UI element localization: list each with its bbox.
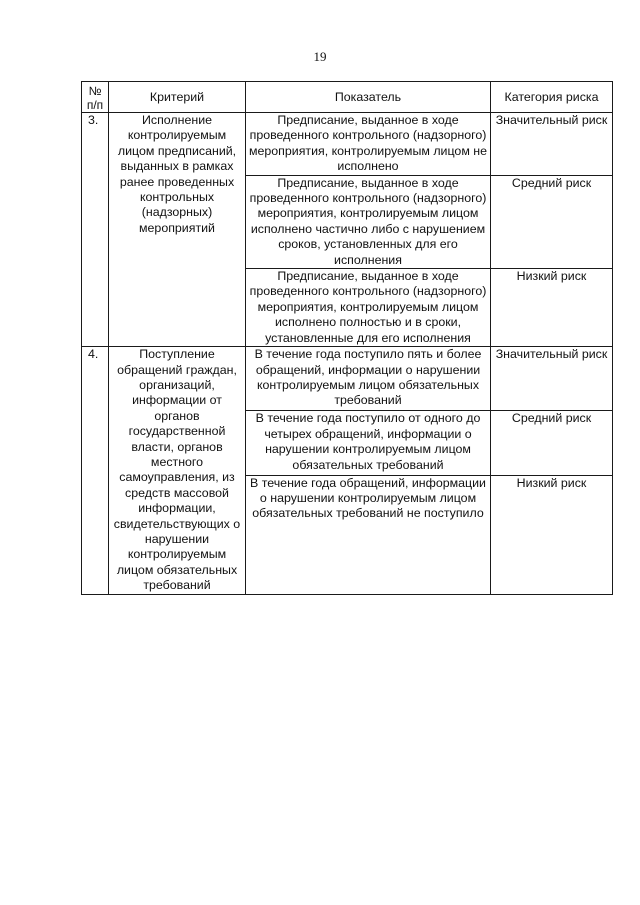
table-row (82, 347, 613, 411)
table-row (82, 113, 613, 176)
header-num: № п/п (82, 82, 109, 113)
header-category: Категория риска (491, 82, 613, 113)
risk-criteria-table (81, 81, 613, 595)
risk-category-cell: Значительный риск (491, 113, 613, 176)
risk-category-cell: Значительный риск (491, 347, 613, 411)
risk-category-cell: Низкий риск (491, 269, 613, 347)
risk-category-cell: Средний риск (491, 411, 613, 475)
indicator-cell: В течение года поступило пять и более обращений, информации о нарушении контролируемым лицом обязательных требований (246, 347, 491, 411)
table-header-row (82, 82, 613, 113)
criterion-cell: Исполнение контролируемым лицом предписаний, выданных в рамках ранее проведенных контрольных (надзорных) мероприятий (109, 113, 246, 347)
indicator-cell: В течение года поступило от одного до четырех обращений, информации о нарушении контролируемым лицом обязательных требований (246, 411, 491, 475)
header-indicator: Показатель (246, 82, 491, 113)
risk-category-cell: Низкий риск (491, 475, 613, 594)
page-number: 19 (313, 49, 327, 64)
row-number: 4. (82, 347, 109, 595)
indicator-cell: Предписание, выданное в ходе проведенного контрольного (надзорного) мероприятия, контролируемым лицом исполнено частично либо с нарушением сроков, установленных для его исполнения (246, 175, 491, 268)
row-number: 3. (82, 113, 109, 347)
header-criterion: Критерий (109, 82, 246, 113)
indicator-cell: В течение года обращений, информации о нарушении контролируемым лицом обязательных требований не поступило (246, 475, 491, 594)
risk-category-cell: Средний риск (491, 175, 613, 268)
indicator-cell: Предписание, выданное в ходе проведенного контрольного (надзорного) мероприятия, контролируемым лицом исполнено полностью и в сроки, установленные для его исполнения (246, 269, 491, 347)
criterion-cell: Поступление обращений граждан, организаций, информации от органов государственной власти, органов местного самоуправления, из средств массовой информации, свидетельствующих о нарушении контролируемым лицом обязательных требований (109, 347, 246, 595)
indicator-cell: Предписание, выданное в ходе проведенного контрольного (надзорного) мероприятия, контролируемым лицом не исполнено (246, 113, 491, 176)
